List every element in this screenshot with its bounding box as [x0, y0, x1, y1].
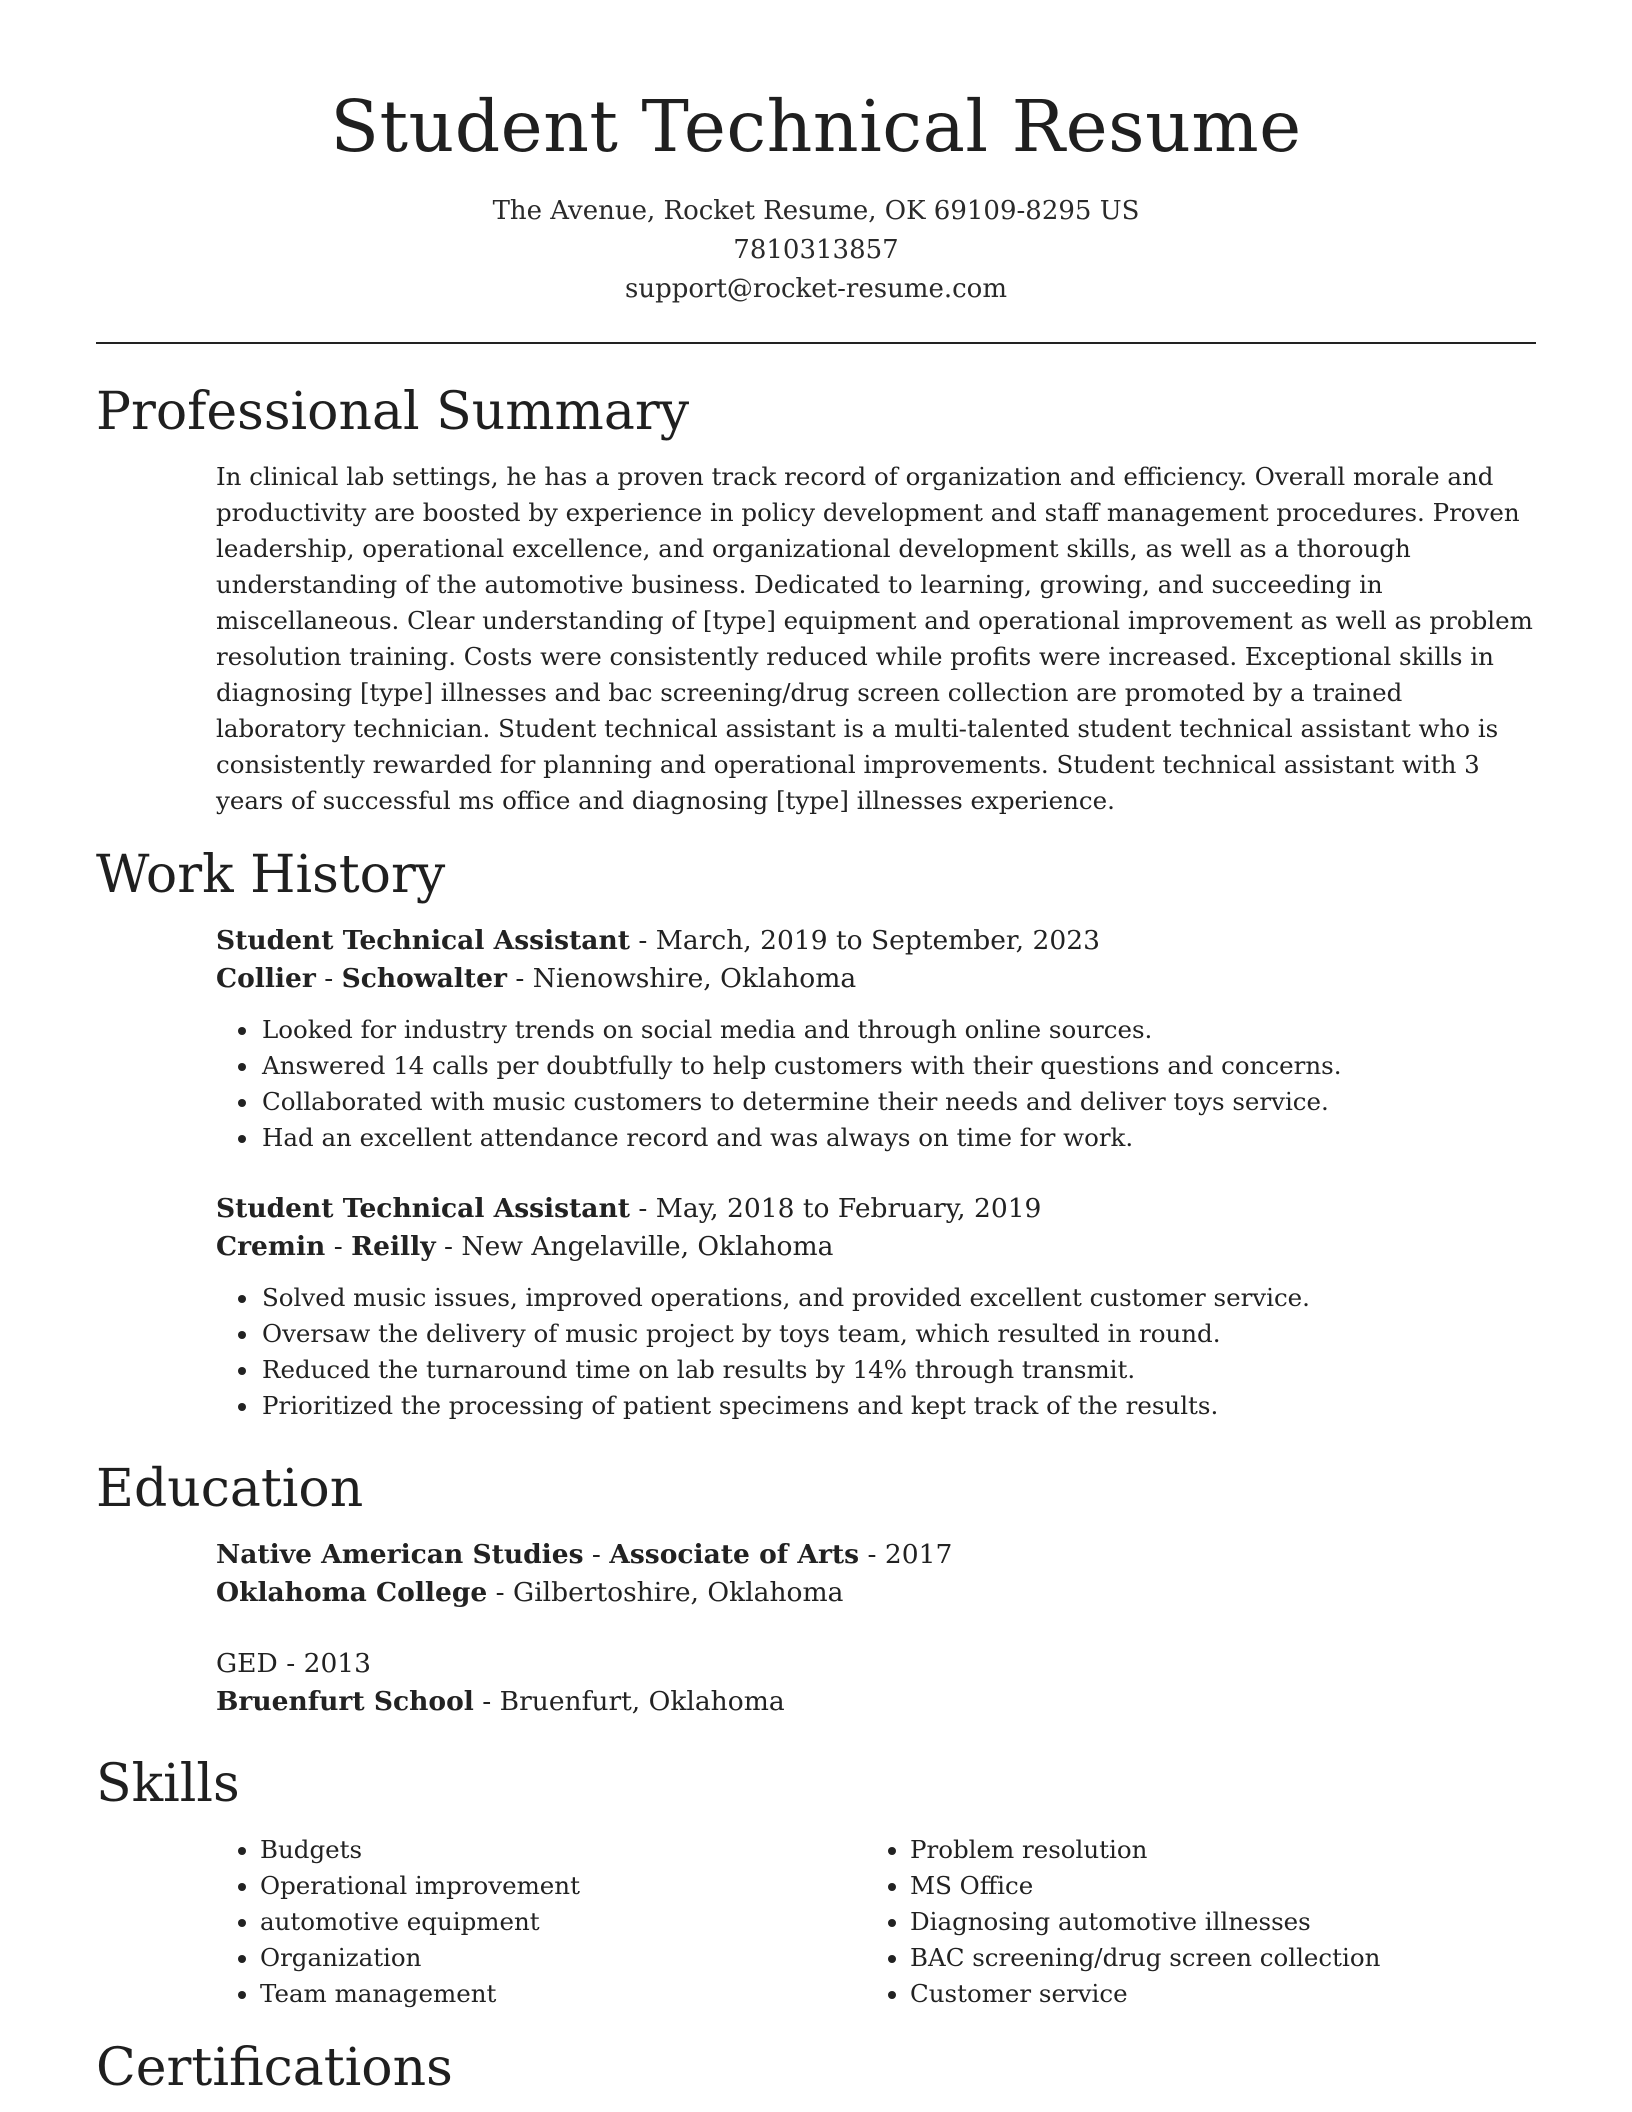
skills-column-left [216, 1832, 866, 2012]
school-location: Bruenfurt, Oklahoma [499, 1686, 785, 1717]
list-item: • Solved music issues, improved operations, and provided excellent customer service. [260, 1280, 1536, 1316]
education-year: 2013 [303, 1648, 372, 1679]
school-name: Bruenfurt School [216, 1686, 474, 1717]
school-location: Gilbertoshire, Oklahoma [513, 1577, 844, 1608]
job-bullets [216, 1012, 1536, 1156]
list-item: • Oversaw the delivery of music project by toys team, which resulted in round. [260, 1316, 1536, 1352]
section-title-summary: Professional Summary [96, 382, 690, 442]
email: support@rocket-resume.com [624, 274, 1007, 304]
separator: - [583, 1539, 610, 1570]
job-bullets [216, 1280, 1536, 1424]
company-name: Schowalter [341, 963, 507, 994]
summary-block [216, 459, 1536, 819]
address: The Avenue, Rocket Resume, OK 69109-8295 US [492, 196, 1140, 226]
job-dates: March, 2019 to September, 2023 [655, 925, 1100, 956]
header-divider [96, 342, 1536, 344]
skill-item: • Customer service [910, 1976, 1516, 2012]
list-item: • Looked for industry trends on social media and through online sources. [260, 1012, 1536, 1048]
job-company-line [216, 960, 1536, 998]
separator: - [315, 963, 342, 994]
job-location: New Angelaville, Oklahoma [461, 1231, 834, 1262]
section-title-skills: Skills [96, 1754, 240, 1814]
separator: - [859, 1539, 885, 1570]
company-name: Cremin [216, 1231, 326, 1262]
skill-item: • automotive equipment [260, 1904, 866, 1940]
job-dates: May, 2018 to February, 2019 [655, 1193, 1042, 1224]
job-location: Nienowshire, Oklahoma [532, 963, 857, 994]
education-entry [216, 1645, 1536, 1721]
education-entry [216, 1536, 1536, 1612]
skill-item: • Operational improvement [260, 1868, 866, 1904]
education-school-line [216, 1574, 1536, 1612]
separator: - [435, 1231, 462, 1262]
separator: - [473, 1686, 500, 1717]
job-entry [216, 1190, 1536, 1424]
education-school-line [216, 1683, 1536, 1721]
phone: 7810313857 [733, 235, 899, 265]
skill-item: • MS Office [910, 1868, 1516, 1904]
skill-item: • Problem resolution [910, 1832, 1516, 1868]
job-entry [216, 922, 1536, 1156]
education-degree: Associate of Arts [609, 1539, 860, 1570]
school-name: Oklahoma College [216, 1577, 488, 1608]
education-year: 2017 [884, 1539, 953, 1570]
section-title-certifications: Certifications [96, 2038, 453, 2098]
separator: - [506, 963, 533, 994]
skill-item: • Budgets [260, 1832, 866, 1868]
job-title-line [216, 922, 1536, 960]
list-item: • Reduced the turnaround time on lab results by 14% through transmit. [260, 1352, 1536, 1388]
education-degree: GED [216, 1648, 278, 1679]
job-title-line [216, 1190, 1536, 1228]
separator: - [629, 1193, 656, 1224]
job-title: Student Technical Assistant [216, 1193, 630, 1224]
section-title-education: Education [96, 1459, 364, 1519]
separator: - [325, 1231, 352, 1262]
education-field: Native American Studies [216, 1539, 584, 1570]
separator: - [277, 1648, 304, 1679]
skills-column-right [866, 1832, 1516, 2012]
skills-list [216, 1832, 1536, 2012]
job-company-line [216, 1228, 1536, 1266]
company-name: Reilly [351, 1231, 436, 1262]
education-degree-line [216, 1645, 1536, 1683]
contact-info [0, 192, 1632, 309]
list-item: • Answered 14 calls per doubtfully to help customers with their questions and concerns. [260, 1048, 1536, 1084]
list-item: • Prioritized the processing of patient specimens and kept track of the results. [260, 1388, 1536, 1424]
company-name: Collier [216, 963, 316, 994]
list-item: • Collaborated with music customers to determine their needs and deliver toys service. [260, 1084, 1536, 1120]
resume-header [0, 0, 1632, 309]
skill-item: • Organization [260, 1940, 866, 1976]
job-title: Student Technical Assistant [216, 925, 630, 956]
skill-item: • Diagnosing automotive illnesses [910, 1904, 1516, 1940]
separator: - [629, 925, 656, 956]
list-item: • Had an excellent attendance record and was always on time for work. [260, 1120, 1536, 1156]
education-degree-line [216, 1536, 1536, 1574]
separator: - [487, 1577, 514, 1608]
skill-item: • Team management [260, 1976, 866, 2012]
section-title-work: Work History [96, 845, 446, 905]
summary-text: In clinical lab settings, he has a proven track record of organization and efficiency. Overall morale and productivity are boosted by experience in policy development and staff management procedures. Proven leadership, operational excellence, and organizational development skills, as well as a thorough understanding of the automotive business. Dedicated to learning, growing, and succeeding in miscellaneous. Clear understanding of [type] equipment and operational improvement as well as problem resolution training. Costs were consistently reduced while profits were increased. Exceptional skills in diagnosing [type] illnesses and bac screening/drug screen collection are promoted by a trained laboratory technician. Student technical assistant is a multi-talented student technical assistant who is consistently rewarded for planning and operational improvements. Student technical assistant with 3 years of successful ms office and diagnosing [type] illnesses experience. [216, 462, 1533, 815]
resume-name: Student Technical Resume [330, 85, 1302, 168]
skill-item: • BAC screening/drug screen collection [910, 1940, 1516, 1976]
